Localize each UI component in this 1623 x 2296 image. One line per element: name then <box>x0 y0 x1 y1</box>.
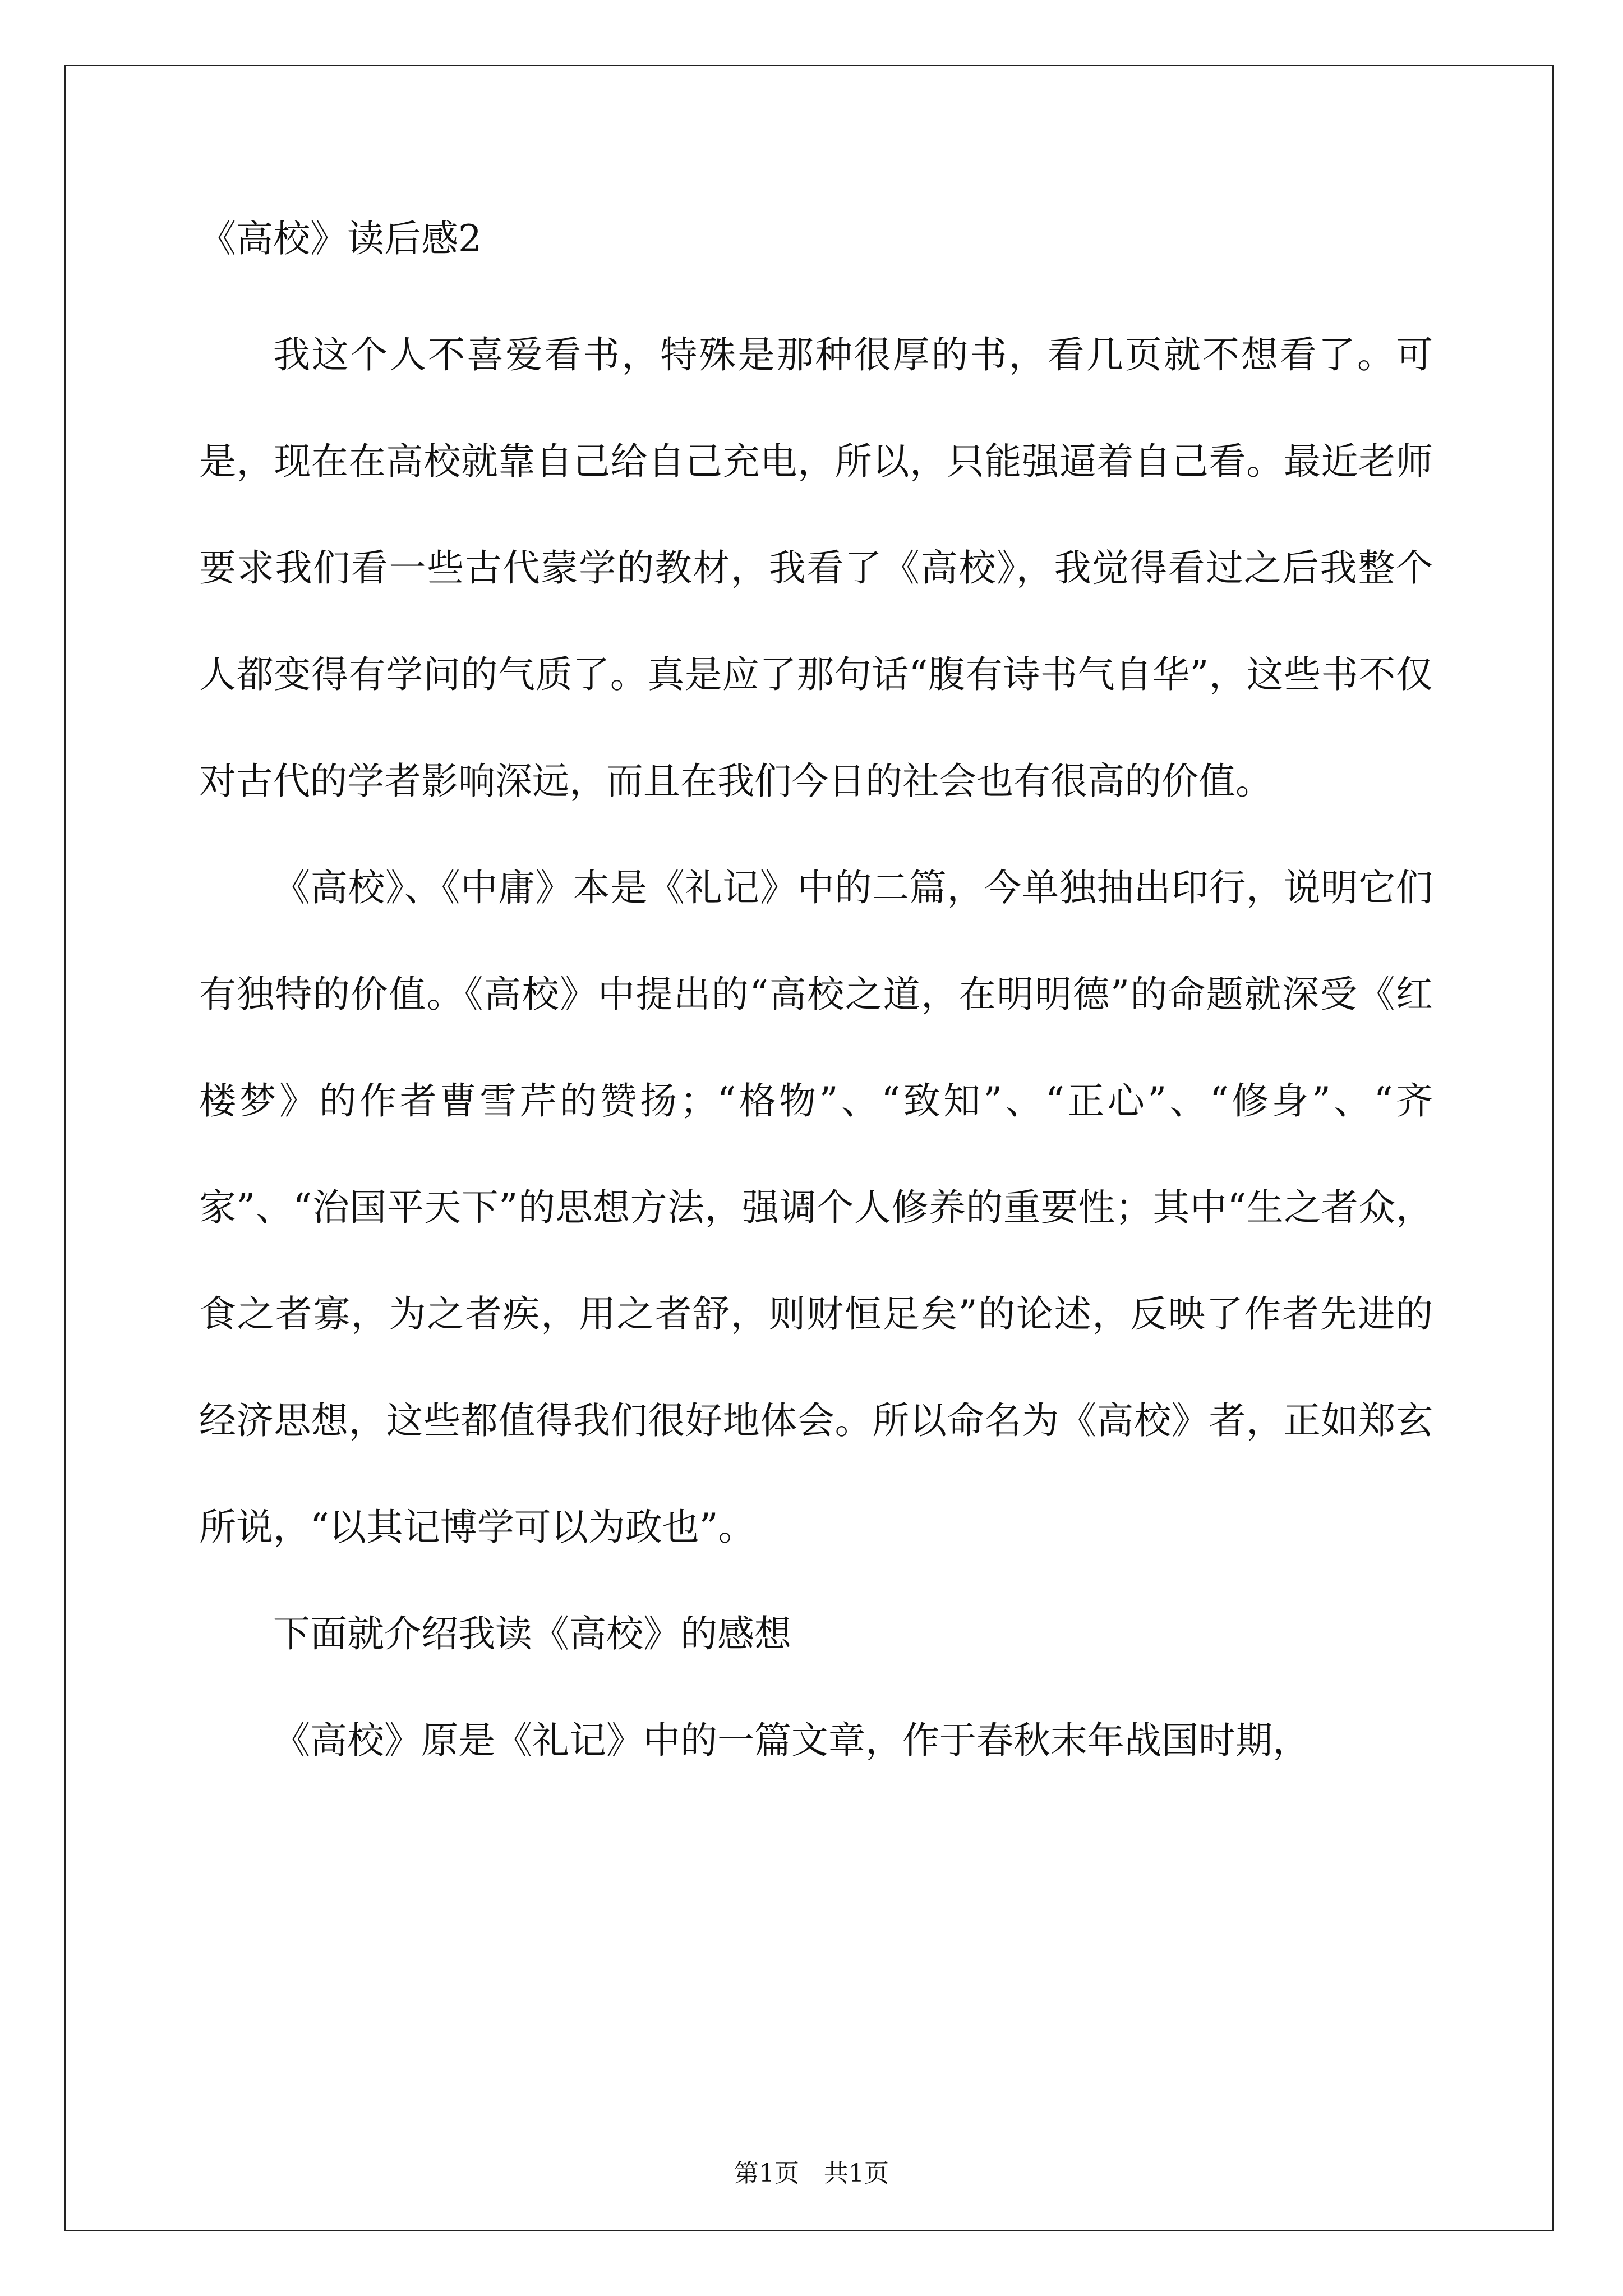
page-footer: 第1页 共1页 <box>734 2159 889 2188</box>
document-body <box>199 219 1433 1794</box>
paragraph-3: 下面就介绍我读《高校》的感想 <box>273 1612 791 1655</box>
paragraph-2: 《高校》、《中庸》本是《礼记》中的二篇，今单独抽出印行，说明它们有独特的价值。《高校》中提出的“高校之道，在明明德”的命题就深受《红楼梦》的作者曹雪芹的赞扬；“格物”、“致知”、“正心”、“修身”、“齐家”、“治国平天下”的思想方法，强调个人修养的重要性；其中“生之者众，食之者寡，为之者疾，用之者舒，则财恒足矣”的论述，反映了作者先进的经济思想，这些都值得我们很好地体会。所以命名为《高校》者，正如郑玄所说，“以其记博学可以为政也”。 <box>199 866 1433 1549</box>
paragraph-4: 《高校》原是《礼记》中的一篇文章，作于春秋末年战国时期， <box>273 1719 1310 1762</box>
document-title: 《高校》读后感2 <box>199 217 482 260</box>
paragraph-1: 我这个人不喜爱看书，特殊是那种很厚的书，看几页就不想看了。可是，现在在高校就靠自己给自己充电，所以，只能强逼着自己看。最近老师要求我们看一些古代蒙学的教材，我看了《高校》，我觉得看过之后我整个人都变得有学问的气质了。真是应了那句话“腹有诗书气自华”，这些书不仅对古代的学者影响深远，而且在我们今日的社会也有很高的价值。 <box>199 333 1433 803</box>
